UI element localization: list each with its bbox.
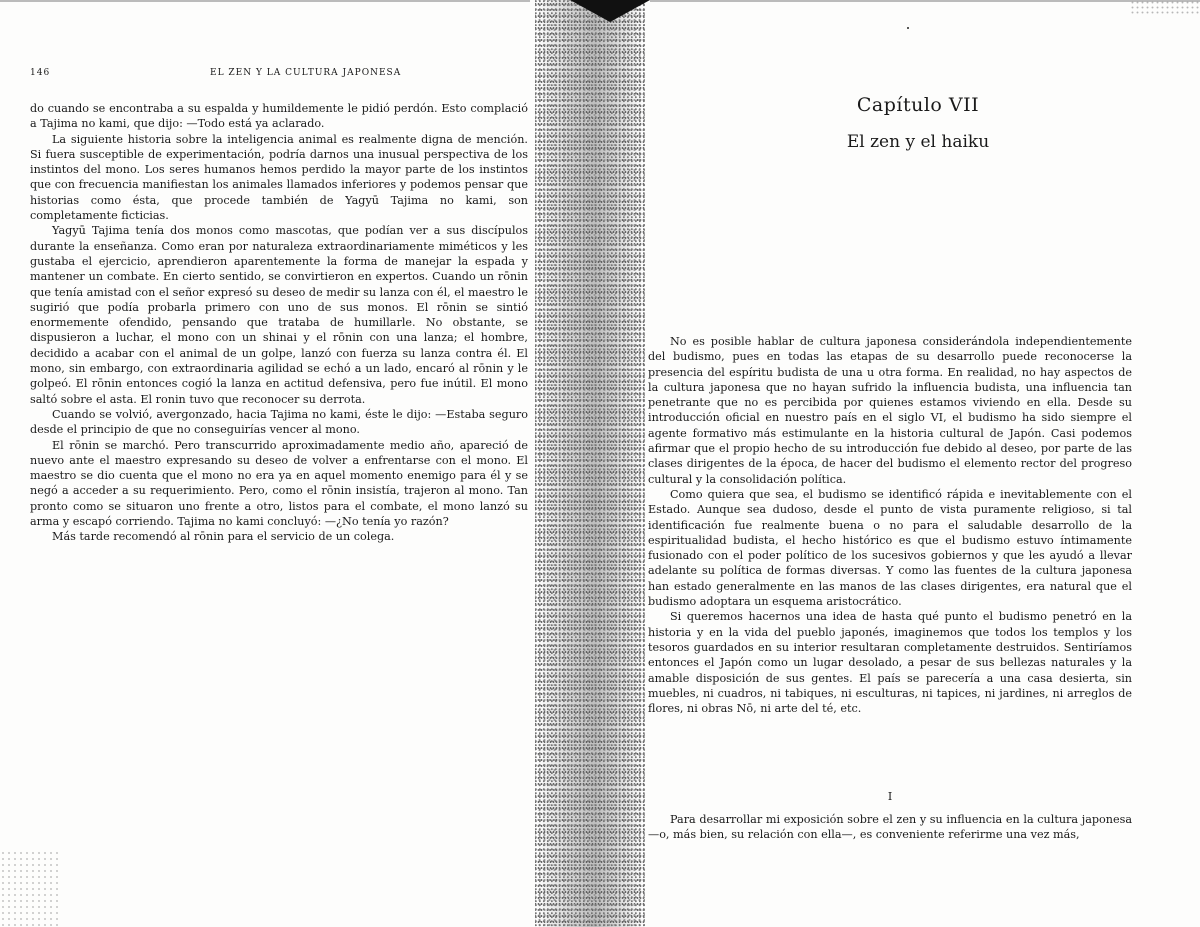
book-gutter (535, 0, 645, 927)
paragraph: Si queremos hacernos una idea de hasta qué punto el budismo penetró en la historia y en la vida del pueblo japonés, imaginemos que todos los templos y los tesoros guardados en su interior resultaran completamente destruidos. Sentiríamos entonces el Japón como un lugar desolado, a pesar de sus bellezas naturales y la amable disposición de sus gentes. El país se parecería a una casa desierta, sin muebles, ni cuadros, ni tabiques, ni esculturas, ni tapices, ni jardines, ni arreglos de flores, ni obras Nō, ni arte del té, etc. (648, 610, 1132, 716)
paragraph: Más tarde recomendó al rōnin para el servicio de un colega. (52, 530, 395, 544)
paragraph: Para desarrollar mi exposición sobre el zen y su influencia en la cultura japonesa —o, más bien, su relación con ella—, es conveniente referirme una vez más, (648, 813, 1132, 842)
chapter-title: El zen y el haiku (846, 132, 990, 152)
section-number: I (887, 790, 893, 803)
paragraph: Como quiera que sea, el budismo se identificó rápida e inevitablemente con el Estado. Aunque sea dudoso, desde el punto de vista puramente religioso, si tal identificación fue realmente buena o no para el saludable desarrollo de la espiritualidad budista, el hecho histórico es que el budismo estuvo íntimamente fusionado con el poder político de los sucesivos gobiernos y que les ayudó a llevar adelante su política de formas diversas. Y como las fuentes de la cultura japonesa han estado generalmente en las manos de las clases dirigentes, era natural que el budismo adoptara un esquema aristocrático. (648, 487, 1132, 609)
right-page-body (648, 334, 1132, 716)
section-body (648, 812, 1132, 843)
paragraph: Yagyū Tajima tenía dos monos como mascotas, que podían ver a sus discípulos durante la enseñanza. Como eran por naturaleza extraordinariamente miméticos y les gustaba el ejercicio, aprendieron aparentemente la forma de manejar la espada y mantener un combate. En cierto sentido, se convirtieron en expertos. Cuando un rōnin que tenía amistad con el señor expresó su deseo de medir su lanza con él, el maestro le sugirió que podía probarla primero con uno de sus monos. El rōnin se sintió enormemente ofendido, pensando que trataba de humillarle. No obstante, se dispusieron a luchar, el mono con un shinai y el rōnin con una lanza; el hombre, decidido a acabar con el animal de un golpe, lanzó con fuerza su lanza contra él. El mono, sin embargo, con extraordinaria agilidad se echó a un lado, encaró al rōnin y le golpeó. El rōnin entonces cogió la lanza en actitud defensiva, pero fue inútil. El mono saltó sobre el asta. El ronin tuvo que reconocer su derrota. (30, 224, 528, 406)
paragraph: La siguiente historia sobre la inteligencia animal es realmente digna de mención. Si fuera susceptible de experimentación, podría darnos una inusual perspectiva de los instintos del mono. Los seres humanos hemos perdido la mayor parte de los instintos que con frecuencia manifiestan los animales llamados inferiores y podemos pensar que historias como ésta, que procede también de Yagyū Tajima no kami, son completamente ficticias. (30, 132, 528, 223)
running-head: EL ZEN Y LA CULTURA JAPONESA (210, 68, 402, 78)
page-number: 146 (30, 68, 51, 78)
left-page-body (30, 101, 528, 545)
scan-noise-left (0, 850, 60, 927)
paragraph: El rōnin se marchó. Pero transcurrido aproximadamente medio año, apareció de nuevo ante el maestro expresando su deseo de volver a enfrentarse con el mono. El maestro se dio cuenta que el mono no era ya en aquel momento enemigo para él y se negó a acceder a su requerimiento. Pero, como el rōnin insistía, trajeron al mono. Tan pronto como se situaron uno frente a otro, listos para el combate, el mono lanzó su arma y escapó corriendo. Tajima no kami concluyó: —¿No tenía yo razón? (30, 438, 528, 529)
paragraph: Cuando se volvió, avergonzado, hacia Tajima no kami, éste le dijo: —Estaba seguro desde el principio de que no conseguirías vencer al mono. (30, 407, 528, 437)
paragraph: No es posible hablar de cultura japonesa considerándola independientemente del budismo, pues en todas las etapas de su desarrollo puede reconocerse la presencia del espíritu budista de una u otra forma. En realidad, no hay aspectos de la cultura japonesa que no hayan sufrido la influencia budista, una influencia tan penetrante que no es percibida por quienes estamos viviendo en ella. Desde su introducción oficial en nuestro país en el siglo VI, el budismo ha sido siempre el agente formativo más estimulante en la historia cultural de Japón. Casi podemos afirmar que el propio hecho de su introducción fue debido al deseo, por parte de las clases dirigentes de la época, de hacer del budismo el elemento rector del progreso cultural y la consolidación política. (648, 335, 1132, 486)
top-edge-left (0, 0, 530, 2)
chapter-number: Capítulo VII (856, 94, 980, 116)
paragraph: do cuando se encontraba a su espalda y humildemente le pidió perdón. Esto complació a Tajima no kami, que dijo: —Todo está ya aclarado. (30, 102, 528, 131)
